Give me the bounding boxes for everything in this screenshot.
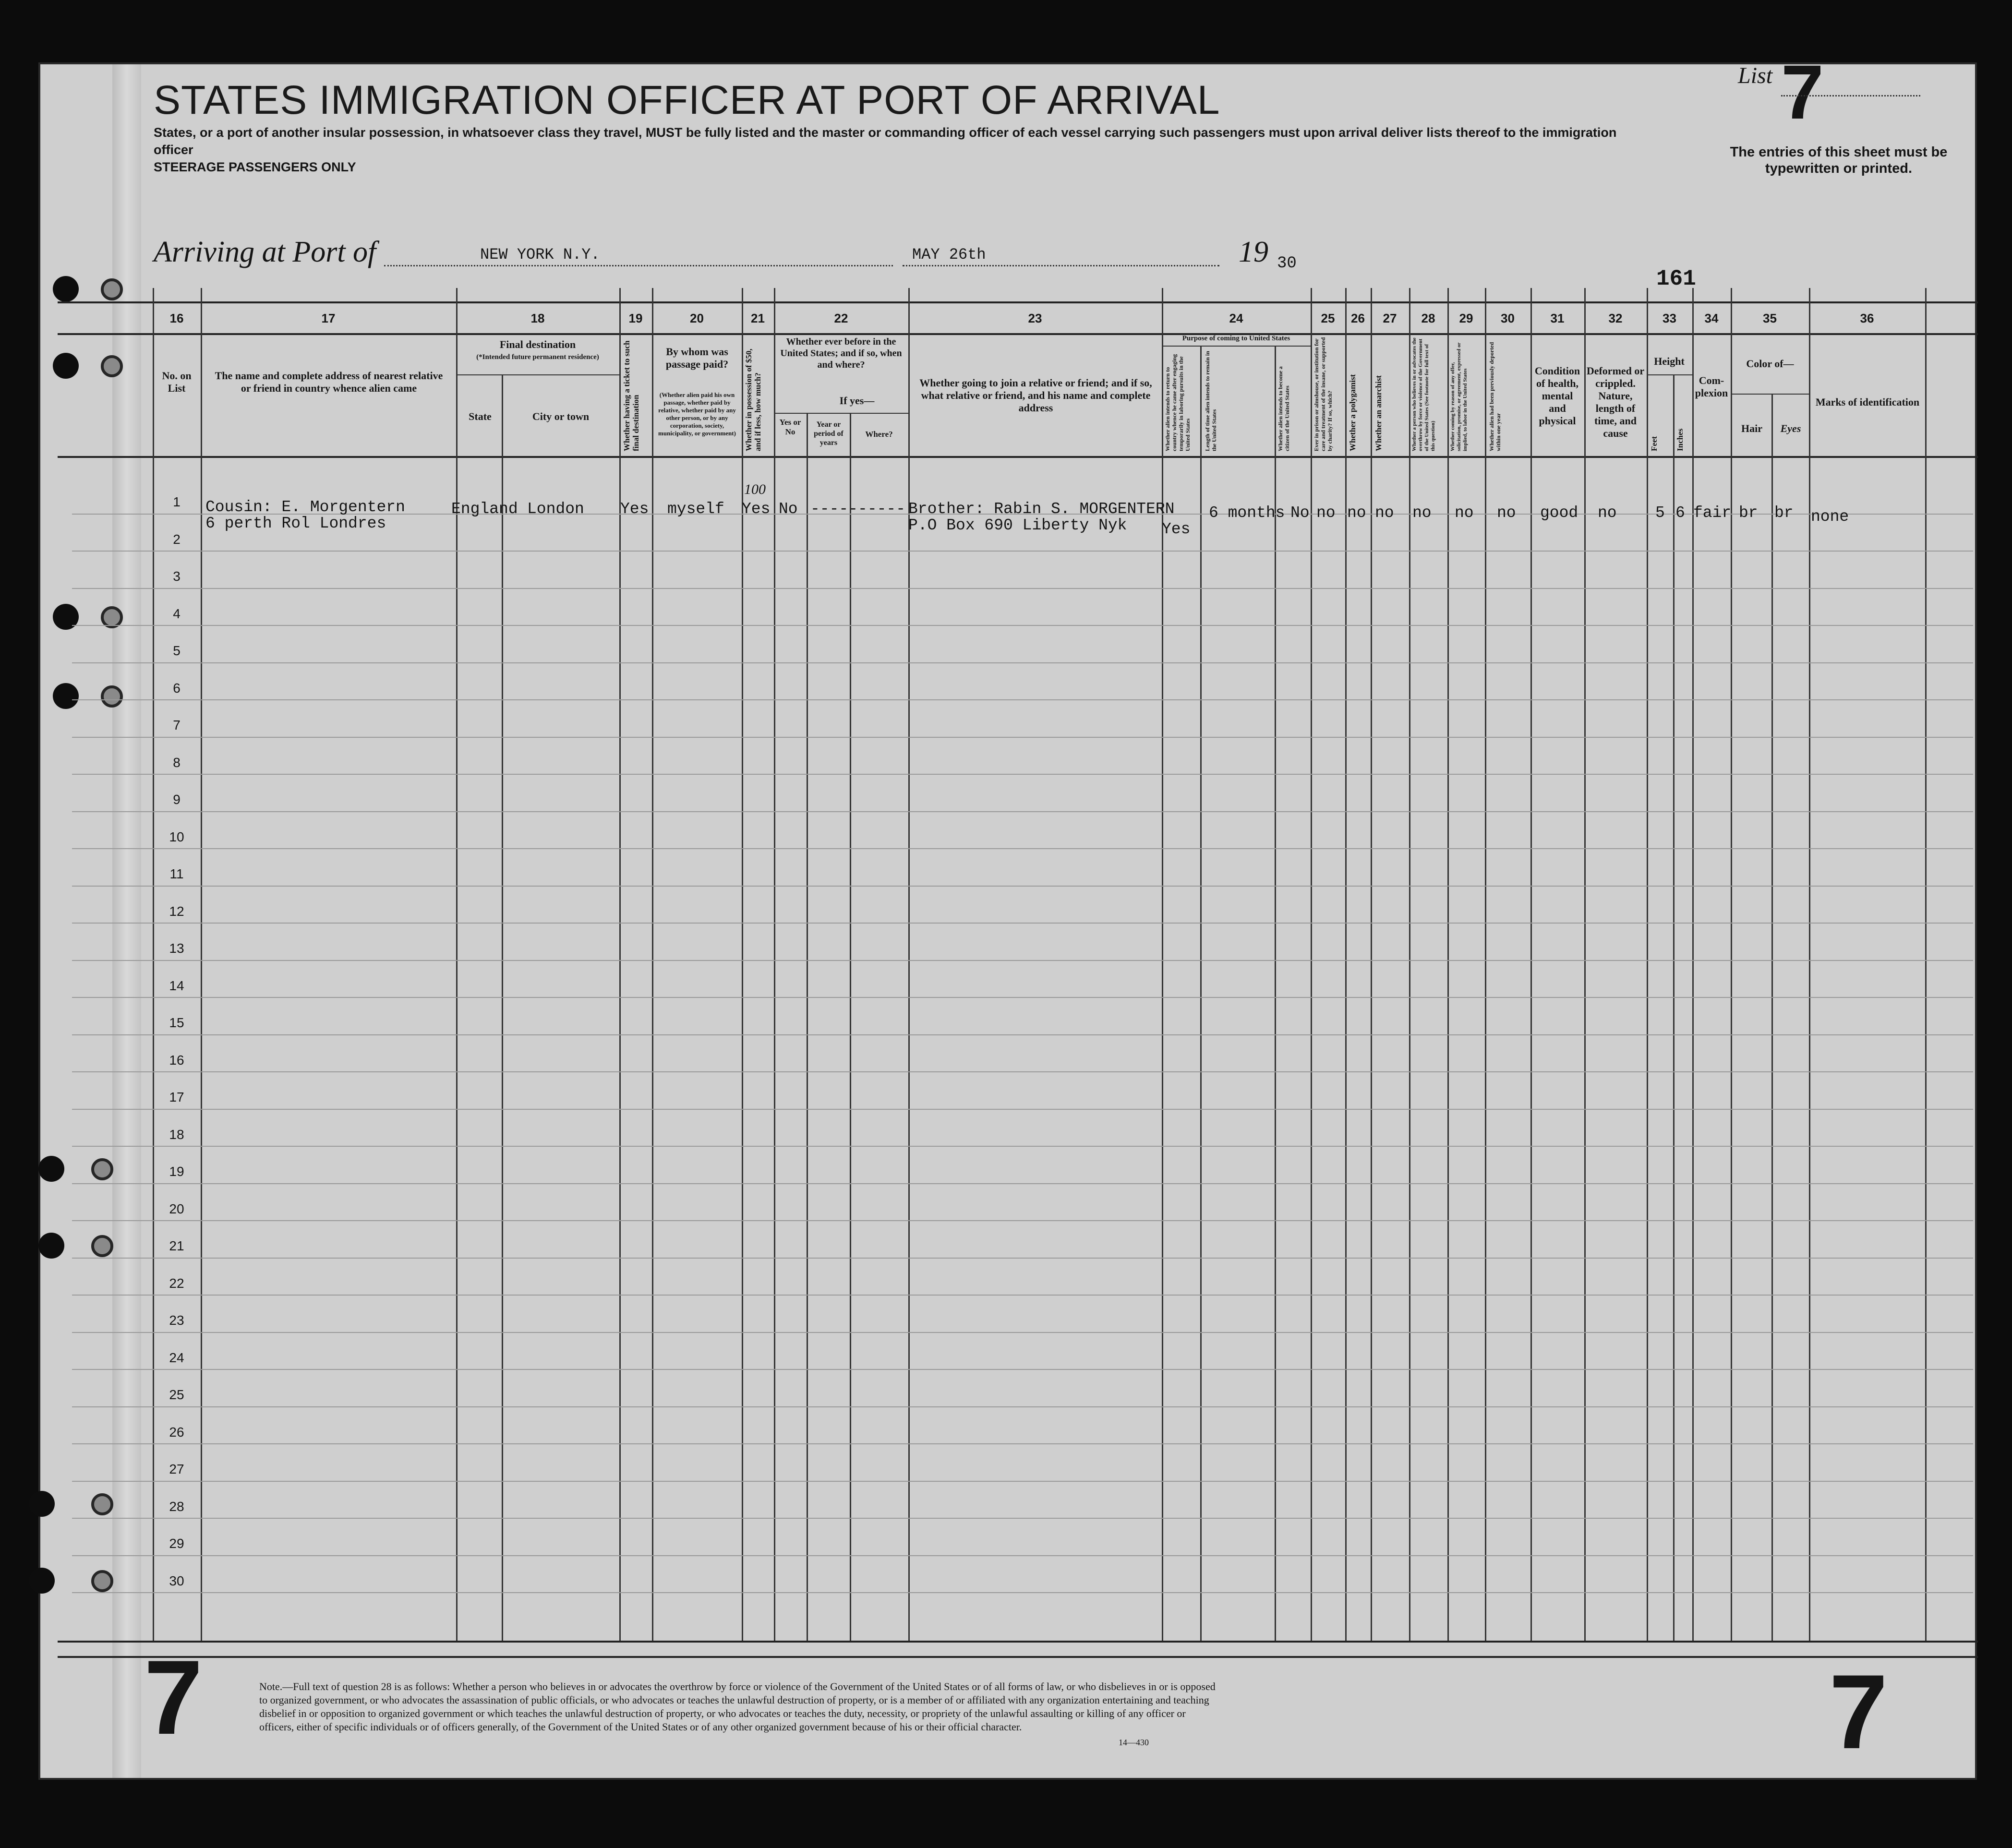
row-number: 14	[169, 978, 184, 993]
row-line	[72, 551, 1973, 552]
row-line	[72, 699, 1973, 700]
paid-by-value: myself	[667, 500, 724, 518]
row-line	[72, 625, 1973, 626]
row-line	[72, 997, 1973, 998]
row-line	[72, 960, 1973, 961]
length-of-stay: 6 months	[1209, 504, 1285, 522]
height-inches: 6	[1675, 504, 1685, 522]
row-number: 7	[173, 718, 181, 732]
row-number: 4	[173, 606, 181, 621]
row-number: 22	[169, 1275, 184, 1291]
identification-marks: none	[1811, 508, 1849, 526]
offer-value: no	[1455, 504, 1474, 522]
row-number: 6	[173, 680, 181, 696]
join-relative: Brother: Rabin S. MORGENTERN	[908, 500, 1175, 518]
row-line	[72, 1555, 1973, 1556]
row-line	[72, 1518, 1973, 1519]
row-number: 1	[173, 494, 181, 509]
row-number: 20	[169, 1201, 184, 1216]
ticket-value: Yes	[620, 500, 649, 518]
polygamist-value: no	[1347, 504, 1366, 522]
relative-address: 6 perth Rol Londres	[205, 515, 386, 532]
row-number: 2	[173, 531, 181, 547]
prison-value: no	[1316, 504, 1336, 522]
height-feet: 5	[1655, 504, 1665, 522]
row-line	[72, 1146, 1973, 1147]
row-line	[72, 1109, 1973, 1110]
footnote-question-28: Note.—Full text of question 28 is as follows: Whether a person who believes in or advocates the overthrow by force or violence of the Government of the United States or of all forms of law, or who disbelieves in or is opposed to organized government, or who advocates the assassination of public officials, or who advocates or teaches the unlawful destruction of property, or is a member of or affiliated with any organization entertaining and teaching disbelief in or opposition to organized government or which teaches the unlawful destruction of property, or who advocates or teaches the duty, necessity, or propriety of the unlawful assaulting or killing of any officer or officers, either of specific individuals or of officers generally, of the Government of the United States or of any other organized government because of his or their official character.	[259, 1680, 1216, 1733]
row-number: 12	[169, 903, 184, 919]
row-number: 13	[169, 941, 184, 956]
before-us-dash: ----------	[810, 500, 906, 518]
year-prefix: 19	[1239, 236, 1268, 268]
row-number: 8	[173, 755, 181, 770]
row-number: 21	[169, 1238, 184, 1253]
row-line	[72, 774, 1973, 775]
row-number: 5	[173, 643, 181, 658]
overthrow-value: no	[1412, 504, 1432, 522]
page-number: 161	[1656, 266, 1696, 291]
citizen-value: No	[1290, 504, 1310, 522]
row-line	[72, 662, 1973, 663]
arriving-label: Arriving at Port of	[154, 236, 376, 268]
row-number: 23	[169, 1313, 184, 1328]
row-line	[72, 1592, 1973, 1593]
row-number: 15	[169, 1015, 184, 1030]
destination-city: London	[527, 500, 584, 518]
document-title: STATES IMMIGRATION OFFICER AT PORT OF ARRIVAL	[154, 77, 1220, 122]
form-number: 14—430	[1119, 1738, 1149, 1747]
complexion-value: fair	[1693, 504, 1732, 522]
row-line	[72, 737, 1973, 738]
row-number: 26	[169, 1424, 184, 1440]
row-number: 30	[169, 1573, 184, 1588]
footer-list-number-right: 7	[1829, 1653, 1888, 1771]
arrival-date: MAY 26th	[912, 246, 986, 264]
row-line	[72, 1071, 1973, 1072]
row-number: 24	[169, 1350, 184, 1365]
before-us-value: No	[779, 500, 798, 518]
row-number: 17	[169, 1090, 184, 1104]
row-line	[72, 923, 1973, 924]
destination-state: England	[451, 500, 518, 518]
row-number: 29	[169, 1536, 184, 1551]
row-line	[72, 588, 1973, 589]
row-line	[72, 1481, 1973, 1482]
money-value: Yes	[742, 500, 771, 518]
deported-value: no	[1497, 504, 1516, 522]
year-suffix: 30	[1277, 254, 1297, 273]
row-number: 16	[169, 1052, 184, 1068]
row-line	[72, 1295, 1973, 1296]
row-line	[72, 1369, 1973, 1370]
row-line	[72, 1406, 1973, 1407]
row-number: 19	[169, 1164, 184, 1179]
row-line	[72, 1034, 1973, 1035]
instruction-text: States, or a port of another insular possession, in whatsoever class they travel, MUST be fully listed and the master or commanding officer of each vessel carrying such passengers must upon arrival deliver lists thereof to the immigration officer STEERAGE PASSENGERS ONLY	[154, 125, 1617, 174]
row-line	[72, 1183, 1973, 1184]
list-number: 7	[1781, 49, 1824, 135]
row-line	[72, 811, 1973, 812]
row-line	[72, 886, 1973, 887]
row-number: 3	[173, 569, 181, 584]
footer-list-number-left: 7	[144, 1638, 203, 1756]
row-line	[72, 1332, 1973, 1333]
row-line	[72, 848, 1973, 849]
row-number: 27	[169, 1462, 184, 1476]
row-line	[72, 1220, 1973, 1221]
money-handwritten: 100	[744, 481, 766, 497]
hair-color: br	[1739, 504, 1758, 522]
join-address: P.O Box 690 Liberty Nyk	[908, 516, 1127, 534]
return-value: Yes	[1162, 520, 1191, 538]
row-line	[72, 1258, 1973, 1259]
relative-name: Cousin: E. Morgentern	[205, 498, 405, 516]
deformed-value: no	[1598, 504, 1617, 522]
anarchist-value: no	[1375, 504, 1394, 522]
row-number: 18	[169, 1127, 184, 1142]
row-number: 9	[173, 792, 181, 807]
health-value: good	[1540, 504, 1578, 522]
port-value: NEW YORK N.Y.	[480, 246, 600, 264]
row-number: 10	[169, 829, 184, 844]
row-number: 28	[169, 1499, 184, 1514]
row-number: 11	[169, 866, 184, 881]
row-number: 25	[169, 1387, 184, 1402]
row-line	[72, 1443, 1973, 1444]
list-number-box: List 7 The entries of this sheet must be typewritten or printed.	[1730, 49, 1948, 176]
eye-color: br	[1774, 504, 1794, 522]
